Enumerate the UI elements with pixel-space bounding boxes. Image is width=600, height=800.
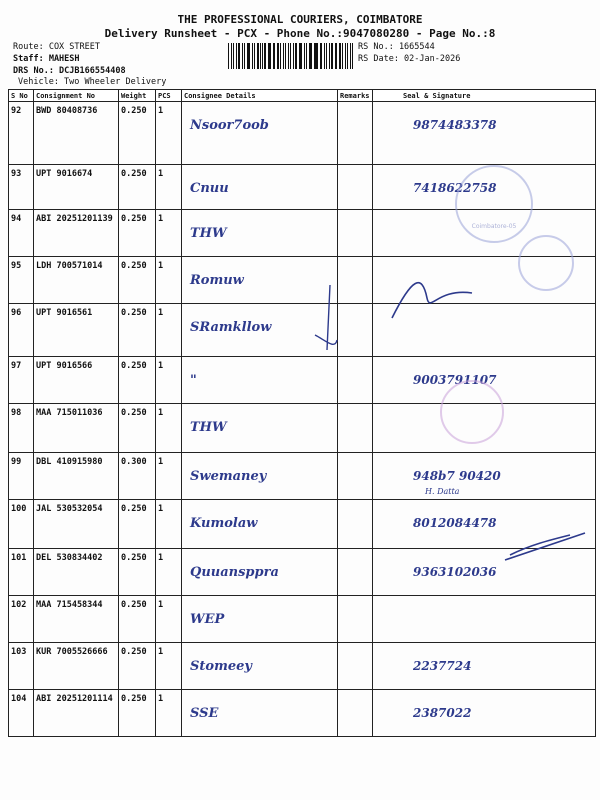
cell-weight: 0.300 <box>119 453 156 500</box>
barcode-bar <box>233 43 234 69</box>
cell-weight: 0.250 <box>119 404 156 453</box>
barcode-bar <box>247 43 248 69</box>
handwritten-name: H. Datta <box>425 487 460 496</box>
signature-mark <box>372 268 482 328</box>
barcode-bar <box>347 43 348 69</box>
barcode-bar <box>257 43 259 69</box>
cell-consignment-no: DEL 530834402 <box>34 549 119 596</box>
cell-sno: 92 <box>9 102 34 165</box>
seal-stamp-2 <box>518 235 574 291</box>
barcode-bar <box>238 43 240 69</box>
cell-sno: 103 <box>9 643 34 690</box>
col-remarks: Remarks <box>338 90 373 102</box>
cell-weight: 0.250 <box>119 165 156 210</box>
cell-pcs: 1 <box>156 210 182 257</box>
barcode-bar <box>345 43 346 69</box>
seal-stamp-3 <box>440 380 504 444</box>
handwritten-consignee: THW <box>190 226 227 241</box>
cell-pcs: 1 <box>156 257 182 304</box>
barcode-bar <box>306 43 307 69</box>
handwritten-consignee: Quuansppra <box>190 565 279 580</box>
barcode-bar <box>264 43 265 69</box>
barcode-bar <box>309 43 310 69</box>
barcode-bar <box>274 43 275 69</box>
cell-sno: 104 <box>9 690 34 737</box>
handwritten-consignee: WEP <box>190 612 225 627</box>
barcode-bar <box>326 43 327 69</box>
cell-weight: 0.250 <box>119 596 156 643</box>
cell-consignee <box>182 165 338 210</box>
cell-consignment-no: ABI 20251201139 <box>34 210 119 257</box>
handwritten-consignee: SSE <box>190 706 219 721</box>
table-row <box>9 404 596 453</box>
barcode-bar <box>277 43 279 69</box>
cell-pcs: 1 <box>156 304 182 357</box>
handwritten-signature: 9003791107 <box>413 373 497 387</box>
cell-consignee <box>182 690 338 737</box>
cell-remarks <box>338 357 373 404</box>
table-row <box>9 257 596 304</box>
barcode-bar <box>260 43 261 69</box>
barcode-bar <box>283 43 284 69</box>
barcode-bar <box>254 43 255 69</box>
cell-consignment-no: UPT 9016561 <box>34 304 119 357</box>
cell-signature <box>373 643 596 690</box>
handwritten-signature: 7418622758 <box>413 181 497 195</box>
handwritten-signature: 9874483378 <box>413 118 497 132</box>
barcode-bar <box>339 43 341 69</box>
barcode-bar <box>342 43 343 69</box>
barcode-bar <box>300 43 301 69</box>
stamp-text: Coimbatore-05 <box>471 223 517 230</box>
cell-pcs: 1 <box>156 596 182 643</box>
col-consignee: Consignee Details <box>182 90 338 102</box>
barcode-bar <box>295 43 297 69</box>
cell-pcs: 1 <box>156 549 182 596</box>
barcode-bar <box>269 43 270 69</box>
cell-pcs: 1 <box>156 102 182 165</box>
cell-pcs: 1 <box>156 404 182 453</box>
cell-remarks <box>338 404 373 453</box>
barcode-bar <box>273 43 274 69</box>
rs-date: RS Date: 02-Jan-2026 <box>358 54 461 64</box>
cell-pcs: 1 <box>156 690 182 737</box>
handwritten-consignee: Romuw <box>190 273 244 288</box>
vehicle-label: Vehicle: Two Wheeler Delivery <box>18 77 167 87</box>
cell-consignee <box>182 102 338 165</box>
handwritten-consignee: Kumolaw <box>190 516 258 531</box>
cell-weight: 0.250 <box>119 304 156 357</box>
cell-sno: 98 <box>9 404 34 453</box>
barcode-bar <box>331 43 332 69</box>
cell-sno: 99 <box>9 453 34 500</box>
cell-remarks <box>338 549 373 596</box>
cell-signature <box>373 690 596 737</box>
table-row <box>9 596 596 643</box>
cell-consignment-no: ABI 20251201114 <box>34 690 119 737</box>
cell-sno: 97 <box>9 357 34 404</box>
cell-signature <box>373 102 596 165</box>
cell-sno: 100 <box>9 500 34 549</box>
cell-consignment-no: KUR 7005526666 <box>34 643 119 690</box>
cell-remarks <box>338 690 373 737</box>
barcode-bar <box>236 43 237 69</box>
cell-remarks <box>338 643 373 690</box>
cell-sno: 101 <box>9 549 34 596</box>
table-header-row <box>9 90 596 102</box>
cell-weight: 0.250 <box>119 500 156 549</box>
cell-consignment-no: MAA 715011036 <box>34 404 119 453</box>
handwritten-signature: 9363102036 <box>413 565 497 579</box>
handwritten-signature: 2387022 <box>413 706 472 720</box>
cell-consignee <box>182 500 338 549</box>
cell-consignee <box>182 210 338 257</box>
handwritten-consignee: Swemaney <box>190 469 267 484</box>
barcode-bar <box>335 43 336 69</box>
staff-label: Staff: MAHESH <box>13 54 80 64</box>
barcode <box>228 43 355 69</box>
barcode-bar <box>285 43 286 69</box>
handwritten-consignee: Nsoor7oob <box>190 118 269 133</box>
barcode-bar <box>228 43 229 69</box>
cell-pcs: 1 <box>156 500 182 549</box>
handwritten-signature: 948b7 90420 <box>413 469 501 483</box>
table-row <box>9 453 596 500</box>
barcode-bar <box>231 43 232 69</box>
barcode-bar <box>329 43 330 69</box>
table-row <box>9 643 596 690</box>
barcode-bar <box>350 43 351 69</box>
cell-consignee <box>182 643 338 690</box>
handwritten-consignee: Stomeey <box>190 659 252 674</box>
seal-stamp <box>455 165 533 243</box>
barcode-bar <box>324 43 325 69</box>
barcode-bar <box>244 43 245 69</box>
cell-sno: 96 <box>9 304 34 357</box>
route-label: Route: COX STREET <box>13 42 100 52</box>
handwritten-signature: 2237724 <box>413 659 472 673</box>
table-row <box>9 102 596 165</box>
table-row <box>9 304 596 357</box>
cell-sno: 94 <box>9 210 34 257</box>
cell-consignee <box>182 453 338 500</box>
cell-consignment-no: BWD 80408736 <box>34 102 119 165</box>
barcode-bar <box>268 43 269 69</box>
handwritten-consignee: " <box>190 373 197 388</box>
cell-weight: 0.250 <box>119 357 156 404</box>
cell-consignee <box>182 596 338 643</box>
cell-consignment-no: DBL 410915980 <box>34 453 119 500</box>
cell-remarks <box>338 500 373 549</box>
col-pcs: PCS <box>156 90 182 102</box>
bracket-mark <box>305 280 345 360</box>
barcode-bar <box>352 43 353 69</box>
cell-consignee <box>182 549 338 596</box>
barcode-bar <box>293 43 294 69</box>
barcode-bar <box>248 43 249 69</box>
table-row <box>9 357 596 404</box>
handwritten-consignee: Cnuu <box>190 181 229 196</box>
handwritten-consignee: SRamkllow <box>190 320 272 335</box>
cell-signature <box>373 453 596 500</box>
cell-consignment-no: LDH 700571014 <box>34 257 119 304</box>
cell-remarks <box>338 165 373 210</box>
table-row <box>9 690 596 737</box>
barcode-bar <box>315 43 317 69</box>
cell-consignment-no: MAA 715458344 <box>34 596 119 643</box>
cell-sno: 95 <box>9 257 34 304</box>
signature-mark-2 <box>500 525 590 565</box>
barcode-bar <box>321 43 322 69</box>
barcode-bar <box>320 43 321 69</box>
barcode-bar <box>310 43 311 69</box>
company-title: THE PROFESSIONAL COURIERS, COIMBATORE <box>177 13 423 26</box>
barcode-bar <box>288 43 289 69</box>
cell-weight: 0.250 <box>119 643 156 690</box>
cell-pcs: 1 <box>156 643 182 690</box>
cell-consignee <box>182 357 338 404</box>
handwritten-consignee: THW <box>190 420 227 435</box>
col-weight: Weight <box>119 90 156 102</box>
cell-weight: 0.250 <box>119 210 156 257</box>
barcode-bar <box>299 43 300 69</box>
barcode-bar <box>290 43 291 69</box>
barcode-bar <box>314 43 315 69</box>
cell-pcs: 1 <box>156 357 182 404</box>
cell-sno: 102 <box>9 596 34 643</box>
cell-weight: 0.250 <box>119 690 156 737</box>
col-sno: S No <box>9 90 34 102</box>
cell-weight: 0.250 <box>119 257 156 304</box>
cell-consignee <box>182 404 338 453</box>
cell-consignment-no: UPT 9016566 <box>34 357 119 404</box>
cell-remarks <box>338 210 373 257</box>
rs-number: RS No.: 1665544 <box>358 42 435 52</box>
cell-weight: 0.250 <box>119 549 156 596</box>
cell-pcs: 1 <box>156 165 182 210</box>
cell-weight: 0.250 <box>119 102 156 165</box>
cell-remarks <box>338 596 373 643</box>
cell-pcs: 1 <box>156 453 182 500</box>
barcode-bar <box>262 43 263 69</box>
cell-consignment-no: UPT 9016674 <box>34 165 119 210</box>
cell-consignment-no: JAL 530532054 <box>34 500 119 549</box>
cell-sno: 93 <box>9 165 34 210</box>
barcode-bar <box>304 43 305 69</box>
barcode-bar <box>336 43 337 69</box>
handwritten-signature: 8012084478 <box>413 516 497 530</box>
col-consignment: Consignment No <box>34 90 119 102</box>
barcode-bar <box>252 43 253 69</box>
barcode-bar <box>280 43 281 69</box>
cell-remarks <box>338 102 373 165</box>
col-signature: Seal & Signature <box>373 90 596 102</box>
runsheet-subtitle: Delivery Runsheet - PCX - Phone No.:9047080280 - Page No.:8 <box>104 27 496 40</box>
cell-remarks <box>338 453 373 500</box>
cell-signature <box>373 596 596 643</box>
barcode-bar <box>242 43 243 69</box>
drs-label: DRS No.: DCJB166554408 <box>13 66 126 76</box>
